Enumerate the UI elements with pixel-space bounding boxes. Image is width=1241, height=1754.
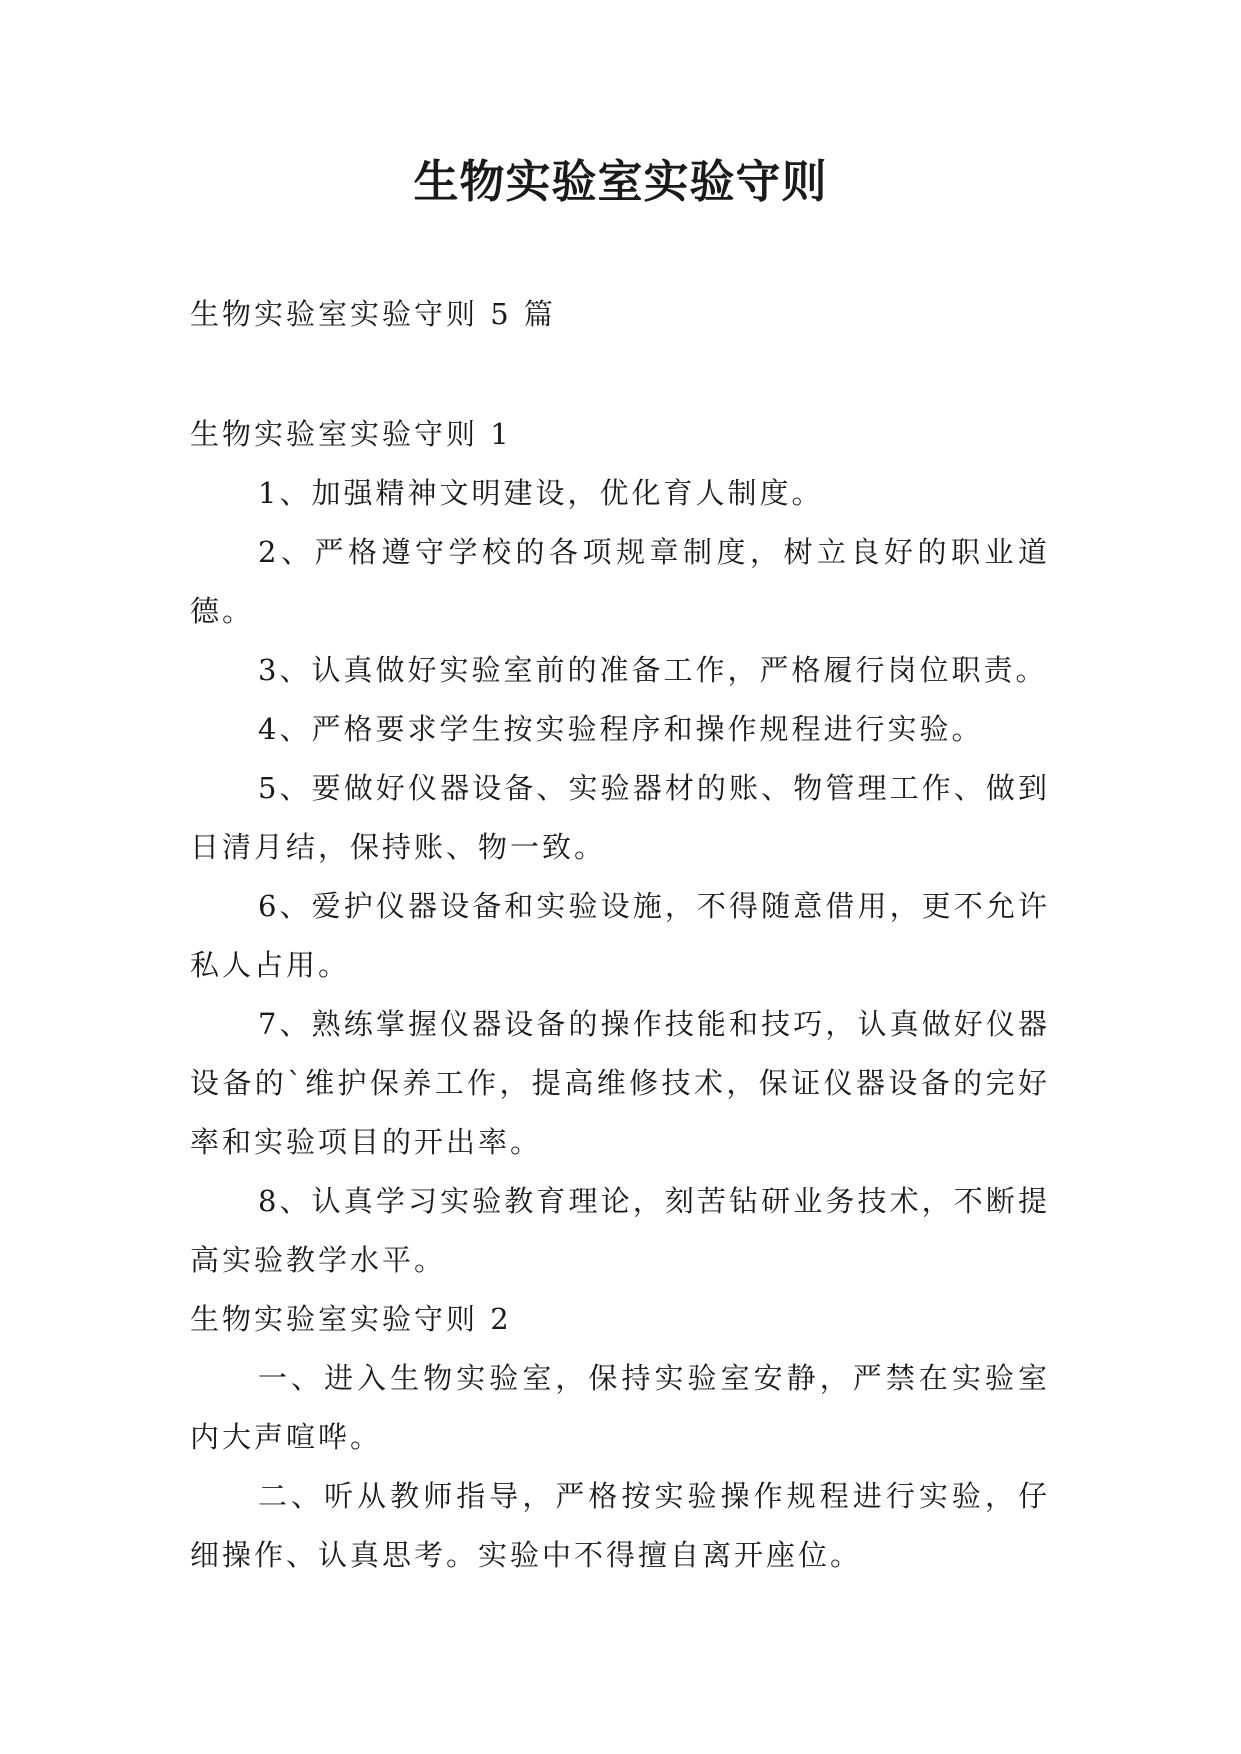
paragraph: 7、熟练掌握仪器设备的操作技能和技巧，认真做好仪器设备的`维护保养工作，提高维修技术，保证仪器设备的完好率和实验项目的开出率。 <box>190 1007 1050 1159</box>
section-1 <box>190 405 1050 1290</box>
section-2 <box>190 1290 1050 1585</box>
paragraph: 2、严格遵守学校的各项规章制度，树立良好的职业道德。 <box>190 535 1050 628</box>
paragraph: 5、要做好仪器设备、实验器材的账、物管理工作、做到日清月结，保持账、物一致。 <box>190 771 1050 864</box>
paragraph: 3、认真做好实验室前的准备工作，严格履行岗位职责。 <box>258 653 1048 687</box>
paragraph: 一、进入生物实验室，保持实验室安静，严禁在实验室内大声喧哗。 <box>190 1361 1050 1454</box>
document-subtitle: 生物实验室实验守则 5 篇 <box>190 297 556 331</box>
paragraph: 1、加强精神文明建设，优化育人制度。 <box>258 476 824 510</box>
section-heading: 生物实验室实验守则 2 <box>190 1302 512 1336</box>
section-heading: 生物实验室实验守则 1 <box>190 417 512 451</box>
paragraph: 4、严格要求学生按实验程序和操作规程进行实验。 <box>258 712 984 746</box>
document-body <box>190 285 1050 1585</box>
document-title: 生物实验室实验守则 <box>413 155 828 208</box>
paragraph: 8、认真学习实验教育理论，刻苦钻研业务技术，不断提高实验教学水平。 <box>190 1184 1050 1277</box>
paragraph: 二、听从教师指导，严格按实验操作规程进行实验，仔细操作、认真思考。实验中不得擅自离开座位。 <box>190 1479 1050 1572</box>
paragraph: 6、爱护仪器设备和实验设施，不得随意借用，更不允许私人占用。 <box>190 889 1050 982</box>
